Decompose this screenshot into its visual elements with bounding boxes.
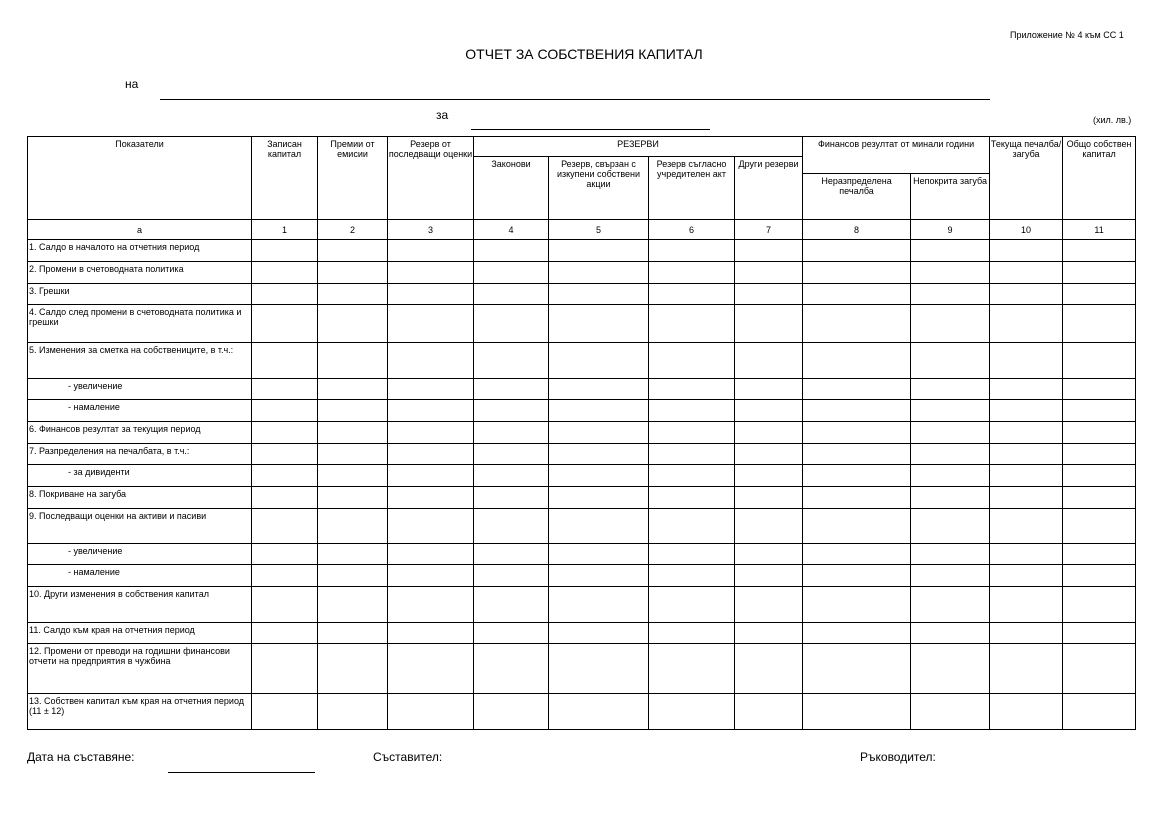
value-cell[interactable] [735,379,803,400]
value-cell[interactable] [252,262,318,284]
value-cell[interactable] [911,544,990,565]
value-cell[interactable] [911,379,990,400]
value-cell[interactable] [1063,400,1136,422]
value-cell[interactable] [252,305,318,343]
value-cell[interactable] [649,422,735,444]
value-cell[interactable] [990,565,1063,587]
value-cell[interactable] [388,284,474,305]
row-label: 4. Салдо след промени в счетоводната политика и грешки [28,305,252,343]
header-total-equity: Общо собствен капитал [1063,137,1136,220]
value-cell[interactable] [990,544,1063,565]
value-cell[interactable] [388,379,474,400]
value-cell[interactable] [649,343,735,379]
header-share-premiums: Премии от емисии [318,137,388,220]
table-row [28,487,1136,509]
value-cell[interactable] [549,587,649,623]
value-cell[interactable] [549,565,649,587]
value-cell[interactable] [803,623,911,644]
value-cell[interactable] [649,565,735,587]
row-label: - увеличение [28,379,252,400]
unit-label: (хил. лв.) [1093,115,1132,125]
value-cell[interactable] [474,262,549,284]
value-cell[interactable] [911,400,990,422]
value-cell[interactable] [990,623,1063,644]
value-cell[interactable] [990,444,1063,465]
value-cell[interactable] [803,544,911,565]
table-row [28,262,1136,284]
value-cell[interactable] [474,587,549,623]
value-cell[interactable] [252,544,318,565]
table-row [28,544,1136,565]
value-cell[interactable] [990,509,1063,544]
value-cell[interactable] [803,240,911,262]
value-cell[interactable] [252,487,318,509]
value-cell[interactable] [649,284,735,305]
value-cell[interactable] [318,284,388,305]
value-cell[interactable] [990,305,1063,343]
value-cell[interactable] [735,694,803,730]
value-cell[interactable] [1063,379,1136,400]
value-cell[interactable] [318,644,388,694]
value-cell[interactable] [1063,487,1136,509]
table-row [28,644,1136,694]
date-line[interactable] [168,772,315,773]
value-cell[interactable] [911,262,990,284]
value-cell[interactable] [803,694,911,730]
value-cell[interactable] [388,343,474,379]
value-cell[interactable] [735,422,803,444]
value-cell[interactable] [318,422,388,444]
value-cell[interactable] [388,465,474,487]
table-row [28,422,1136,444]
row-label: - за дивиденти [28,465,252,487]
value-cell[interactable] [1063,444,1136,465]
value-cell[interactable] [990,487,1063,509]
value-cell[interactable] [474,623,549,644]
value-cell[interactable] [474,305,549,343]
row-label: 2. Промени в счетоводната политика [28,262,252,284]
table-row [28,444,1136,465]
period-line[interactable] [471,129,710,130]
value-cell[interactable] [803,644,911,694]
value-cell[interactable] [649,587,735,623]
table-row [28,379,1136,400]
value-cell[interactable] [474,487,549,509]
value-cell[interactable] [803,422,911,444]
equity-table [27,136,1136,730]
column-number: 10 [990,220,1063,240]
row-label: 8. Покриване на загуба [28,487,252,509]
value-cell[interactable] [911,487,990,509]
value-cell[interactable] [1063,587,1136,623]
value-cell[interactable] [803,465,911,487]
value-cell[interactable] [318,379,388,400]
value-cell[interactable] [318,262,388,284]
value-cell[interactable] [549,305,649,343]
value-cell[interactable] [911,240,990,262]
value-cell[interactable] [803,587,911,623]
value-cell[interactable] [990,587,1063,623]
column-number: 9 [911,220,990,240]
value-cell[interactable] [735,400,803,422]
value-cell[interactable] [1063,623,1136,644]
column-number: 6 [649,220,735,240]
value-cell[interactable] [911,444,990,465]
value-cell[interactable] [1063,305,1136,343]
value-cell[interactable] [735,262,803,284]
value-cell[interactable] [388,644,474,694]
value-cell[interactable] [990,694,1063,730]
value-cell[interactable] [474,422,549,444]
value-cell[interactable] [388,565,474,587]
value-cell[interactable] [252,379,318,400]
value-cell[interactable] [388,422,474,444]
header-revaluation-reserve: Резерв от последващи оценки [388,137,474,220]
value-cell[interactable] [649,544,735,565]
value-cell[interactable] [474,444,549,465]
table-row [28,284,1136,305]
value-cell[interactable] [388,509,474,544]
value-cell[interactable] [735,544,803,565]
table-row [28,240,1136,262]
value-cell[interactable] [474,343,549,379]
value-cell[interactable] [735,343,803,379]
value-cell[interactable] [388,544,474,565]
value-cell[interactable] [549,284,649,305]
table-row [28,305,1136,343]
value-cell[interactable] [474,509,549,544]
column-number: 3 [388,220,474,240]
date-label: Дата на съставяне: [27,750,135,764]
column-number: а [28,220,252,240]
value-cell[interactable] [388,694,474,730]
value-cell[interactable] [388,305,474,343]
value-cell[interactable] [735,587,803,623]
value-cell[interactable] [735,240,803,262]
value-cell[interactable] [990,379,1063,400]
value-cell[interactable] [1063,644,1136,694]
value-cell[interactable] [649,444,735,465]
value-cell[interactable] [252,240,318,262]
value-cell[interactable] [549,343,649,379]
value-cell[interactable] [990,262,1063,284]
value-cell[interactable] [549,623,649,644]
value-cell[interactable] [735,623,803,644]
value-cell[interactable] [911,509,990,544]
value-cell[interactable] [549,544,649,565]
value-cell[interactable] [990,465,1063,487]
value-cell[interactable] [474,284,549,305]
table-row [28,465,1136,487]
value-cell[interactable] [318,544,388,565]
row-label: 10. Други изменения в собствения капитал [28,587,252,623]
row-label: 5. Изменения за сметка на собствениците, в т.ч.: [28,343,252,379]
value-cell[interactable] [318,509,388,544]
table-row [28,400,1136,422]
value-cell[interactable] [803,379,911,400]
table-row [28,623,1136,644]
column-number: 11 [1063,220,1136,240]
na-label: на [125,77,139,91]
column-number: 1 [252,220,318,240]
value-cell[interactable] [911,565,990,587]
value-cell[interactable] [549,379,649,400]
value-cell[interactable] [1063,422,1136,444]
value-cell[interactable] [318,444,388,465]
row-label: 9. Последващи оценки на активи и пасиви [28,509,252,544]
value-cell[interactable] [549,422,649,444]
table-row [28,509,1136,544]
value-cell[interactable] [474,694,549,730]
header-uncovered-loss: Непокрита загуба [911,174,990,220]
value-cell[interactable] [649,305,735,343]
header-other-reserves: Други резерви [735,157,803,220]
value-cell[interactable] [803,284,911,305]
row-label: 3. Грешки [28,284,252,305]
value-cell[interactable] [474,465,549,487]
value-cell[interactable] [911,587,990,623]
row-label: - намаление [28,565,252,587]
header-registered-capital: Записан капитал [252,137,318,220]
table-row [28,565,1136,587]
value-cell[interactable] [252,400,318,422]
value-cell[interactable] [388,240,474,262]
column-number: 4 [474,220,549,240]
value-cell[interactable] [549,262,649,284]
value-cell[interactable] [1063,262,1136,284]
header-indicators: Показатели [28,137,252,220]
value-cell[interactable] [388,623,474,644]
value-cell[interactable] [735,487,803,509]
value-cell[interactable] [990,422,1063,444]
value-cell[interactable] [549,644,649,694]
manager-label: Ръководител: [860,750,936,764]
value-cell[interactable] [318,465,388,487]
value-cell[interactable] [252,465,318,487]
header-retained-profit: Неразпределена печалба [803,174,911,220]
value-cell[interactable] [803,487,911,509]
value-cell[interactable] [1063,694,1136,730]
column-number: 8 [803,220,911,240]
value-cell[interactable] [1063,240,1136,262]
value-cell[interactable] [318,240,388,262]
header-reserves: РЕЗЕРВИ [474,137,803,157]
value-cell[interactable] [803,444,911,465]
table-row [28,343,1136,379]
value-cell[interactable] [252,587,318,623]
value-cell[interactable] [649,379,735,400]
value-cell[interactable] [735,565,803,587]
value-cell[interactable] [1063,343,1136,379]
value-cell[interactable] [990,644,1063,694]
value-cell[interactable] [1063,544,1136,565]
value-cell[interactable] [318,305,388,343]
value-cell[interactable] [252,422,318,444]
column-number-row [28,220,1136,240]
column-number: 5 [549,220,649,240]
value-cell[interactable] [252,623,318,644]
value-cell[interactable] [911,644,990,694]
value-cell[interactable] [649,487,735,509]
value-cell[interactable] [1063,284,1136,305]
value-cell[interactable] [735,644,803,694]
value-cell[interactable] [649,694,735,730]
header-current-result: Текуща печалба/ загуба [990,137,1063,220]
value-cell[interactable] [735,509,803,544]
value-cell[interactable] [911,422,990,444]
value-cell[interactable] [318,487,388,509]
value-cell[interactable] [803,509,911,544]
value-cell[interactable] [1063,509,1136,544]
value-cell[interactable] [990,400,1063,422]
value-cell[interactable] [1063,565,1136,587]
value-cell[interactable] [803,400,911,422]
value-cell[interactable] [388,487,474,509]
table-row [28,587,1136,623]
value-cell[interactable] [735,305,803,343]
value-cell[interactable] [252,509,318,544]
header-legal-reserves: Законови [474,157,549,220]
value-cell[interactable] [318,565,388,587]
appendix-label: Приложение № 4 към СС 1 [1010,30,1124,40]
value-cell[interactable] [388,444,474,465]
row-label: 6. Финансов резултат за текущия период [28,422,252,444]
value-cell[interactable] [549,465,649,487]
header-own-shares-reserve: Резерв, свързан с изкупени собствени акции [549,157,649,220]
value-cell[interactable] [388,262,474,284]
value-cell[interactable] [388,587,474,623]
row-label: - намаление [28,400,252,422]
value-cell[interactable] [549,400,649,422]
value-cell[interactable] [990,240,1063,262]
company-name-line[interactable] [160,99,990,100]
za-label: за [436,108,449,122]
value-cell[interactable] [803,262,911,284]
value-cell[interactable] [735,444,803,465]
value-cell[interactable] [252,694,318,730]
row-label: 1. Салдо в началото на отчетния период [28,240,252,262]
value-cell[interactable] [911,305,990,343]
value-cell[interactable] [388,400,474,422]
value-cell[interactable] [649,623,735,644]
value-cell[interactable] [474,240,549,262]
column-number: 2 [318,220,388,240]
value-cell[interactable] [1063,465,1136,487]
value-cell[interactable] [735,284,803,305]
value-cell[interactable] [911,694,990,730]
value-cell[interactable] [549,694,649,730]
value-cell[interactable] [549,444,649,465]
header-financial-result: Финансов резултат от минали години [803,137,990,174]
value-cell[interactable] [911,284,990,305]
row-label: 12. Промени от преводи на годишни финансови отчети на предприятия в чужбина [28,644,252,694]
value-cell[interactable] [735,465,803,487]
value-cell[interactable] [318,343,388,379]
value-cell[interactable] [649,644,735,694]
table-row [28,694,1136,730]
value-cell[interactable] [318,587,388,623]
value-cell[interactable] [649,262,735,284]
header-statute-reserve: Резерв съгласно учредителен акт [649,157,735,220]
value-cell[interactable] [252,444,318,465]
compiler-label: Съставител: [373,750,443,764]
value-cell[interactable] [549,509,649,544]
value-cell[interactable] [474,379,549,400]
row-label: 11. Салдо към края на отчетния период [28,623,252,644]
value-cell[interactable] [803,343,911,379]
value-cell[interactable] [252,343,318,379]
value-cell[interactable] [318,623,388,644]
value-cell[interactable] [649,400,735,422]
value-cell[interactable] [649,240,735,262]
value-cell[interactable] [252,565,318,587]
value-cell[interactable] [911,623,990,644]
value-cell[interactable] [803,565,911,587]
value-cell[interactable] [803,305,911,343]
value-cell[interactable] [318,400,388,422]
row-label: 13. Собствен капитал към края на отчетния период (11 ± 12) [28,694,252,730]
column-number: 7 [735,220,803,240]
value-cell[interactable] [252,284,318,305]
report-title: ОТЧЕТ ЗА СОБСТВЕНИЯ КАПИТАЛ [465,46,703,62]
value-cell[interactable] [474,565,549,587]
row-label: 7. Разпределения на печалбата, в т.ч.: [28,444,252,465]
value-cell[interactable] [474,644,549,694]
value-cell[interactable] [549,487,649,509]
value-cell[interactable] [549,240,649,262]
value-cell[interactable] [649,509,735,544]
value-cell[interactable] [474,544,549,565]
value-cell[interactable] [649,465,735,487]
value-cell[interactable] [990,284,1063,305]
value-cell[interactable] [252,644,318,694]
value-cell[interactable] [911,465,990,487]
value-cell[interactable] [911,343,990,379]
value-cell[interactable] [318,694,388,730]
row-label: - увеличение [28,544,252,565]
value-cell[interactable] [990,343,1063,379]
value-cell[interactable] [474,400,549,422]
